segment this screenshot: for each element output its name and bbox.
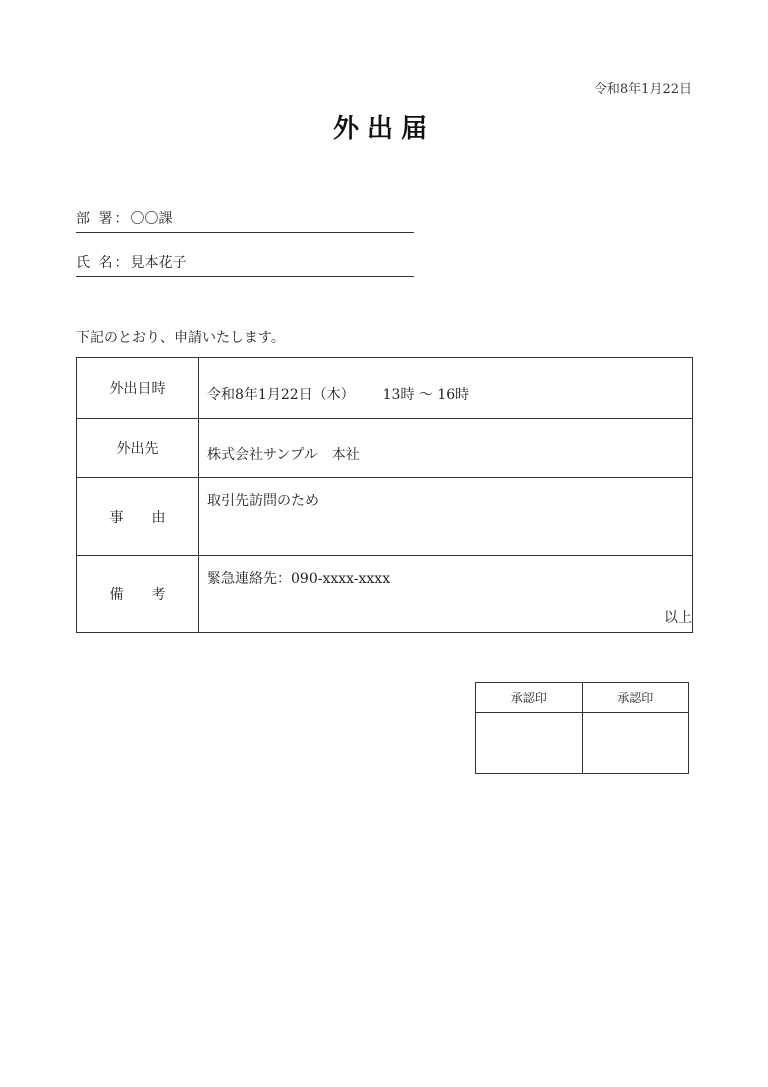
table-row (77, 556, 693, 633)
outing-time: 13時 ～ 16時 (382, 387, 470, 403)
approval-header: 承認印 (582, 683, 689, 713)
row-value (199, 358, 693, 419)
row-label (77, 478, 199, 556)
table-row (77, 478, 693, 556)
row-label: 外出先 (77, 419, 199, 478)
closing-text: 以上 (664, 610, 692, 626)
row-value: 緊急連絡先：090-xxxx-xxxx (199, 556, 693, 633)
row-label-text: 事由 (109, 509, 194, 526)
department-value: 〇〇課 (130, 211, 173, 227)
name-label: 氏 名： (76, 255, 131, 271)
table-row (77, 419, 693, 478)
intro-text: 下記のとおり、申請いたします。 (76, 330, 285, 346)
document-date: 令和8年1月22日 (593, 82, 692, 97)
approval-stamp-box (476, 713, 583, 774)
name-field (76, 252, 414, 277)
details-table (76, 357, 693, 633)
department-field (76, 208, 414, 233)
table-row (77, 358, 693, 419)
outing-date: 令和8年1月22日（木） (207, 387, 355, 403)
row-value: 株式会社サンプル 本社 (199, 419, 693, 478)
name-value: 見本花子 (130, 255, 187, 271)
document-title: 外出届 (332, 114, 435, 144)
approval-stamp-box (582, 713, 689, 774)
row-label-text: 備考 (109, 587, 194, 603)
approval-header: 承認印 (476, 683, 583, 713)
row-value: 取引先訪問のため (199, 478, 693, 556)
row-label: 外出日時 (77, 358, 199, 419)
department-label: 部 署： (76, 211, 131, 227)
row-label (77, 556, 199, 633)
approval-stamp-table (475, 682, 689, 774)
